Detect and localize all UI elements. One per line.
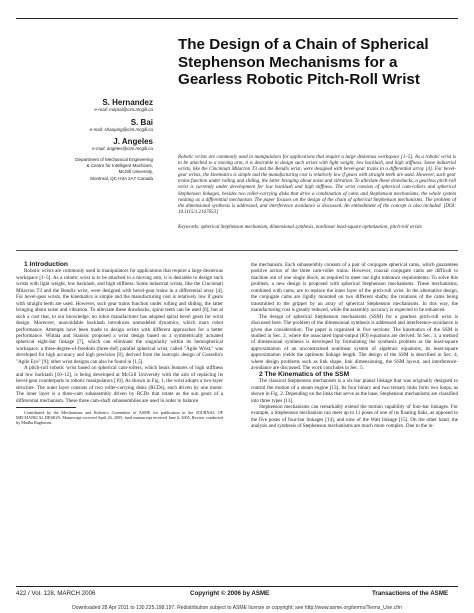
affiliation-line: Montreal, QC H3A 2A7 Canada [90,175,153,181]
right-column [251,262,458,430]
author-email: e-mail: angeles@cim.mcgill.ca [92,146,153,151]
footer-rule [16,586,458,587]
footer-transactions: Transactions of the ASME [372,590,449,597]
author-2 [16,118,153,132]
footnote-rule [16,407,76,408]
author-3 [16,137,153,151]
paragraph: Robotic wrists are commonly used in manipulators for applications that require a large dexterous workspace [1–5]. As a robotic wrist is to be attached to a moving arm, it is desirable to design such wrists with light weight, low backlash, and high stiffness. Some industrial wrists, like the Cincinnati Milacron T3 and the Bendix wrist, were designed with bevel-gear trains in a differential array [4]. For bevel-gear wrists, the kinematics is simple and the manufacturing cost is relatively low if gears with straight teeth are used. However, such gear trains function under rolling and sliding, the latter bringing about noise and vibration. To alleviate these drawbacks, spiral teeth can be used [6], but at such a cost that, to our knowledge, no robot manufacturer has adopted spiral bevel gears for wrist design. Moreover, unavoidable backlash introduces unmodeled dynamics, which mars robot performance. Attempts have been made to design wrists with different approaches for a better performance. Wiitala and Stanisic proposed a wrist design based on a symmetrically actuated spherical eight-bar linkage [7], which can eliminate the singularity within its hemispherical workspace; a three-degree-of-freedom (three-dof) parallel spherical wrist, called "Agile Wrist," was developed for high accuracy and high precision [8], derived from the isotropic design of Gosselin's "Agile Eye" [9]; other wrist designs can also be found in [1,5]. [16,268,223,365]
paragraph: The classical Stephenson mechanism is a six-bar planar linkage that was originally designed to control the motion of a steam engine [13]. Its four binary and two ternary links form two loops, as shown in Fig. 2. Depending on the links that serve as the base, Stephenson mechanisms are classified into three types [13]. [251,378,458,404]
footer-copyright: Copyright © 2006 by ASME [190,590,270,597]
paper-title: The Design of a Chain of Spherical Stephenson Mechanisms for a Gearless Robotic Pitch-Roll Wrist [178,36,429,88]
footnote: Contributed by the Mechanisms and Robotics Committee of ASME for publication in the JOURNAL OF MECHANICAL DESIGN. Manuscript received April 26, 2005; final manuscript received June 6, 2005. Review conducted by Madhu Raghavan. [16,409,223,426]
author-name: S. Bai [130,118,153,127]
paragraph: A pitch-roll robotic wrist based on spherical cam-rollers, which bears features of high stiffness and low backlash [10–12], is being developed at McGill University with the aim of replacing its bevel-gear counterparts in robotic manipulators [10]. As shown in Fig. 1, the wrist adopts a two-layer structure. The outer layer consists of two roller-carrying disks (RCDs), each driven by one motor. The inner layer is a three-cam subassembly driven by RCDs that rotate as the sun gears of a differential mechanism. These three cam-shaft subassemblies are used in order to balance [16,365,223,404]
download-notice: Downloaded 28 Apr 2011 to 130.225.198.197. Redistribution subject to ASME license or copyright; see http://www.asme.org/terms/Terms_Use.cfm [72,605,402,611]
paragraph: The design of spherical Stephenson mechanisms (SSM) for a gearless pitch-roll wrist is discussed here. The problem of the dimensional synthesis is addressed and interference-avoidance is given due consideration. The paper is organized in five sections: The kinematics of the SSM is studied in Sec. 2, where the associated input-output (IO) equations are derived. In Sec. 3, a method of dimensional synthesis is developed by formulating the synthesis problem as the least-square approximation of an unconstrained nonlinear system of algebraic equations; its least-square approximation yields the optimum linkage length. The design of the SSM is described in Sec. 4, where design problems such as link shape, link dimensioning, the SSM layout, and interference-avoidance are discussed. The work concludes in Sec. 5. [251,313,458,372]
footer-journal: 422 / Vol. 128, MARCH 2006 [16,590,96,597]
paragraph: the mechanism. Each subassembly consists of a pair of conjugate spherical cams, which guarantees positive action of the three cam-roller trains. However, coaxial conjugate cams are difficult to machine out of one single block, as required to meet our tight tolerance requirements. To solve this problem, a new design is proposed with spherical Stephenson mechanisms. These mechanisms, combined with cams, are to replace the inner layer of the pitch-roll wrist. In the alternative design, the conjugate cams are rigidly mounted on two different shafts; the rotations of the cams being transmitted to the gripper by an array of spherical Stephenson mechanisms. In this way, the manufacturing cost is greatly reduced, while the assembly accuracy is expected to be enhanced. [251,262,458,314]
affiliation-line: Department of Mechanical Engineering [75,157,153,162]
author-email: e-mail: shaoping@cim.mcgill.ca [89,127,153,132]
author-1 [16,98,153,112]
section-heading-introduction: 1 Introduction [24,261,68,268]
top-rule [16,18,458,19]
abstract: Robotic wrists are commonly used in manipulators for applications that require a large dexterous workspace [1–5]. As a robotic wrist is to be attached to a moving arm, it is desirable to design such wrists with light weight, low backlash, and high stiffness. Some industrial wrists, like the Cincinnati Milacron T3 and the Bendix wrist, were designed with bevel-gear trains in a differential array [4]. For bevel-gear wrists, the kinematics is simple and the manufacturing cost is relatively low if gears with straight teeth are used. However, such gear trains function under rolling and sliding, the latter bringing about noise and vibration. To alleviate these drawbacks, a gearless pitch-roll wrist is currently under development for low backlash and high stiffness. The wrist consists of spherical cam-rollers and spherical Stephenson linkages, besides two roller-carrying disks that drive a combination of cams and Stephenson mechanisms, the whole system rotating as a differential mechanism. The paper focuses on the design of the chain of spherical Stephenson mechanisms. The problem of the dimensional synthesis is addressed, and interference avoidance is discussed. An embodiment of the concept is also included. [DOI: 10.1115/1.2167653] [178,155,456,215]
section-separator [16,250,458,251]
paragraph: Stephenson mechanisms can remarkably extend the motion capability of four-bar linkages. For example, a Stephenson mechanism can meet up to 11 poses of one of its floating links, as opposed to the five poses of four-bar linkages [14], and nine of the Watt linkage [15]. On the other hand, the analysis and synthesis of Stephenson mechanisms are much more complex. Due to the in- [251,403,458,430]
left-column [16,262,223,426]
author-name: S. Hernandez [102,98,153,107]
author-email: e-mail: meptal@cim.mcgill.ca [94,107,153,112]
affiliation-line: & Centre for Intelligent Machines, [86,163,153,169]
keywords: Keywords: spherical Stephenson mechanism, dimensional synthesis, nonlinear least-square optimization, pitch-roll wrists [178,225,422,230]
author-name: J. Angeles [113,137,153,146]
affiliation-line: McGill University, [118,169,153,175]
affiliation [16,157,153,182]
section-heading-kinematics: 2 The Kinematics of the SSM [259,370,350,378]
